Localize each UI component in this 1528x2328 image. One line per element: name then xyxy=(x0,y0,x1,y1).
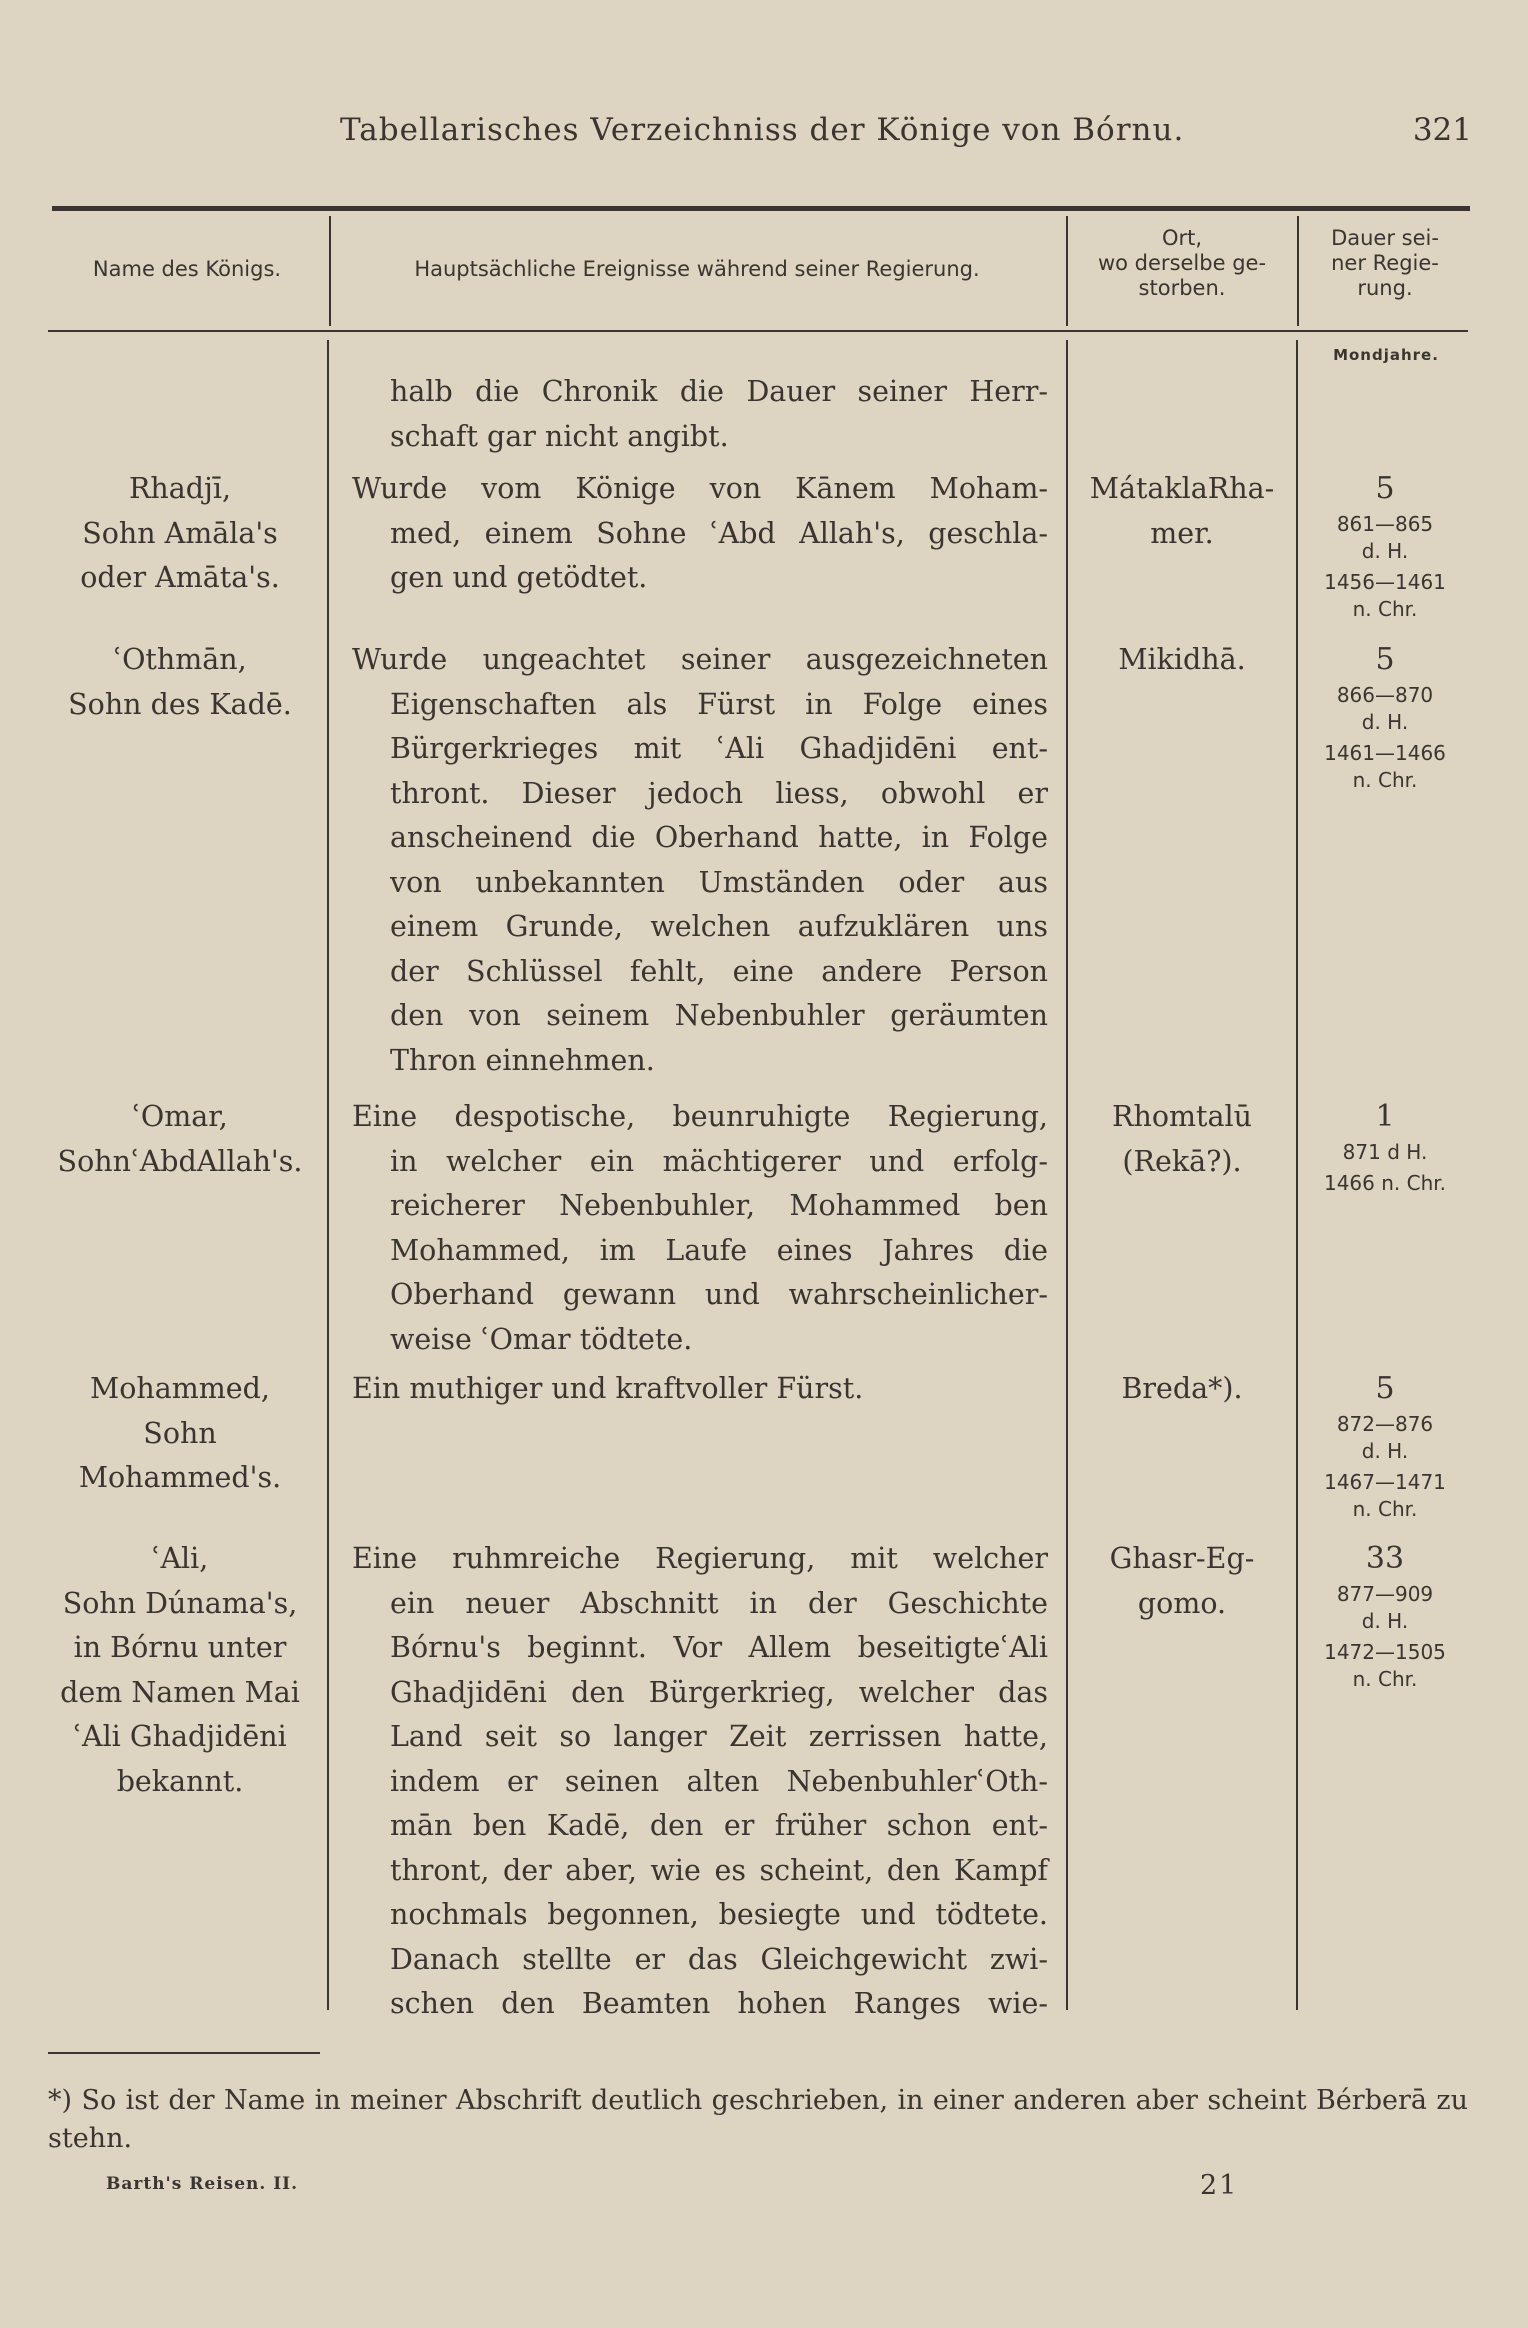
place-omar: Rhomtalū (Rekā?). xyxy=(1112,1100,1252,1178)
king-name-ali: ʿAli, Sohn Dúnama's, in Bórnu unter dem Namen Mai ʿAli Ghadjidēni bekannt. xyxy=(60,1542,300,1798)
header-divider xyxy=(329,216,331,326)
row-events-continuation: halb die Chronik die Dauer seiner Herr- schaft gar nicht angibt. xyxy=(390,375,1048,453)
place-rhadji: MátaklaRha- mer. xyxy=(1089,472,1275,550)
events-omar: Eine despotische, beunruhigte Regierung, in welcher ein mächtigerer und erfolg- reicherer Nebenbuhler, Mohammed ben Mohammed, im Laufe eines Jahres die Oberhand gewann und wahrscheinlicher- weise ʿOmar tödtete. xyxy=(352,1100,1048,1356)
place-mohammed: Breda*). xyxy=(1121,1372,1243,1405)
signature-number: 21 xyxy=(1200,2170,1239,2201)
column-header-events: Hauptsächliche Ereignisse während seiner Regierung. xyxy=(414,257,980,281)
signature-label: Barth's Reisen. II. xyxy=(106,2174,299,2194)
page-number: 321 xyxy=(1412,112,1472,148)
footnote-rule xyxy=(48,2052,320,2054)
duration-mohammed: 5 872—876 d. H. 1467—1471 n. Chr. xyxy=(1324,1371,1446,1521)
events-mohammed: Ein muthiger und kraftvoller Fürst. xyxy=(352,1372,864,1405)
duration-ali: 33 877—909 d. H. 1472—1505 n. Chr. xyxy=(1324,1541,1446,1691)
king-name-rhadji: Rhadjī, Sohn Amāla's oder Amāta's. xyxy=(80,472,280,594)
place-ali: Ghasr-Eg- gomo. xyxy=(1109,1542,1255,1620)
column-divider xyxy=(327,340,329,2010)
king-name-othman: ʿOthmān, Sohn des Kadē. xyxy=(68,643,292,721)
events-othman: Wurde ungeachtet seiner ausgezeichneten Eigenschaften als Fürst in Folge eines Bürgerkrieges mit ʿAli Ghadjidēni ent- thront. Dieser jedoch liess, obwohl er anscheinend die Oberhand hatte, in Folge von unbekannten Umständen oder aus einem Grunde, welchen aufzuklären uns der Schlüssel fehlt, eine andere Person den von seinem Nebenbuhler geräumten Thron einnehmen. xyxy=(352,643,1048,1077)
column-header-name: Name des Königs. xyxy=(92,257,282,281)
top-rule xyxy=(52,206,1470,211)
header-divider xyxy=(1066,216,1068,326)
events-ali: Eine ruhmreiche Regierung, mit welcher ein neuer Abschnitt in der Geschichte Bórnu's beginnt. Vor Allem beseitigteʿAli Ghadjidēni den Bürgerkrieg, welcher das Land seit so langer Zeit zerrissen hatte, indem er seinen alten NebenbuhlerʿOth- mān ben Kadē, den er früher schon ent- thront, der aber, wie es scheint, den Kampf nochmals begonnen, besiegte und tödtete. Danach stellte er das Gleichgewicht zwi- schen den Beamten hohen Ranges wie- xyxy=(352,1542,1048,2020)
place-othman: Mikidhā. xyxy=(1118,643,1246,676)
king-name-omar: ʿOmar, SohnʿAbdAllah's. xyxy=(57,1100,303,1178)
king-name-mohammed: Mohammed, Sohn Mohammed's. xyxy=(78,1372,282,1494)
header-divider xyxy=(1297,216,1299,326)
events-rhadji: Wurde vom Könige von Kānem Moham- med, einem Sohne ʿAbd Allah's, geschla- gen und getödtet. xyxy=(352,472,1048,594)
duration-unit-label: Mondjahre. xyxy=(1333,346,1439,364)
running-title: Tabellarisches Verzeichniss der Könige von Bórnu. xyxy=(340,112,1185,148)
duration-omar: 1 871 d H. 1466 n. Chr. xyxy=(1323,1099,1447,1195)
duration-othman: 5 866—870 d. H. 1461—1466 n. Chr. xyxy=(1324,642,1446,792)
footnote: *) So ist der Name in meiner Abschrift deutlich geschrieben, in einer anderen aber scheint Bérberā zu stehn. xyxy=(48,2085,1468,2154)
column-divider xyxy=(1296,340,1298,2010)
duration-rhadji: 5 861—865 d. H. 1456—1461 n. Chr. xyxy=(1324,471,1446,621)
column-divider xyxy=(1066,340,1068,2010)
header-rule xyxy=(48,330,1468,332)
column-header-place: Ort, wo derselbe ge- storben. xyxy=(1097,226,1267,300)
column-header-duration: Dauer sei- ner Regie- rung. xyxy=(1331,226,1439,300)
